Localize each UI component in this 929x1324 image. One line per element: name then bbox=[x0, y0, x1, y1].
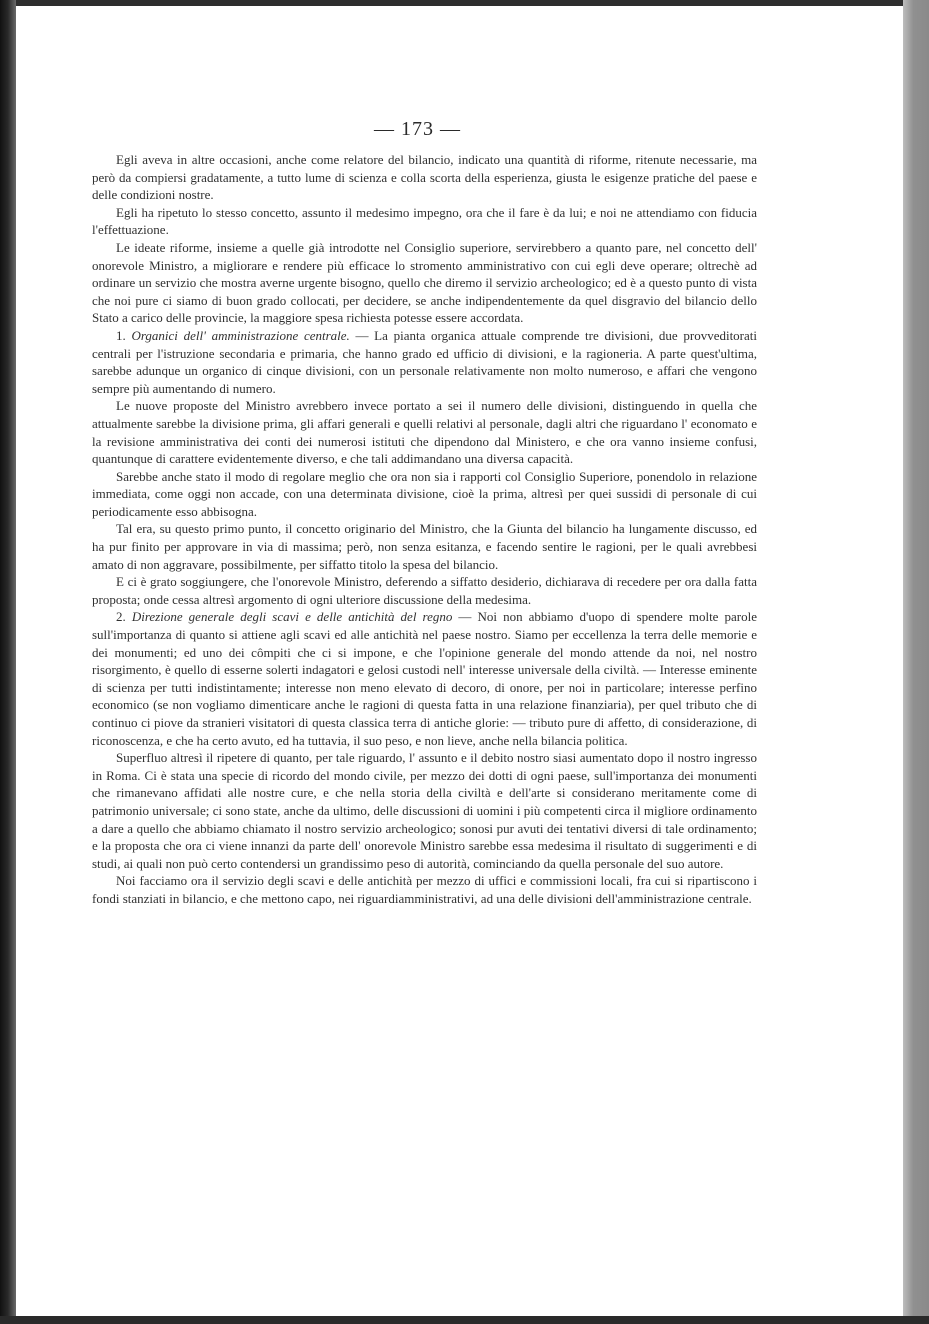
scan-edge-left bbox=[0, 0, 16, 1324]
paragraph-text: — Noi non abbiamo d'uopo di spendere molte parole sull'importanza di quanto si attiene agli scavi ed alle antichità nel paese nostro. Siamo per eccellenza la terra delle memorie e dei monumenti; ed uno dei cômpiti che ci si impone, e che l'opinione generale del mondo attende da noi, nel nostro risorgimento, è quello di esserne solerti indagatori e gelosi custodi nell' interesse universale della civiltà. — Interesse eminente di scienza per tutti indistintamente; interesse non meno elevato di decoro, di onore, per noi in particolare; interesse perfino economico (se non vogliamo dimenticare anche le ragioni di questa fatta in una relazione finanziaria), per quel tributo che di continuo ci piove da stranieri visitatori di questa classica terra di antiche glorie: — tributo pure di affetto, di considerazione, di riconoscenza, e che ha certo avuto, ed ha tuttavia, il suo peso, e non lieve, anche nella bilancia politica. bbox=[92, 609, 758, 748]
paragraph: Egli ha ripetuto lo stesso concetto, assunto il medesimo impegno, ora che il fare è da lui; e noi ne attendiamo con fiducia l'effettuazione. bbox=[92, 204, 757, 238]
paragraph: Le ideate riforme, insieme a quelle già introdotte nel Consiglio superiore, servirebbero a quanto pare, nel concetto dell' onorevole Ministro, a migliorare e rendere più efficace lo stromento amministrativo con cui egli deve operare; oltrechè ad ordinare un servizio che mostra averne urgente bisogno, quello che diremo il servizio archeologico; ed è a questo punto di vista che noi pure ci siamo di buon grado collocati, per decidere, se anche indipendentemente da quel disgravio del bilancio dello Stato a carico delle provincie, la maggiore spesa richiesta potesse essere accordata. bbox=[92, 239, 757, 326]
paragraph: Egli aveva in altre occasioni, anche come relatore del bilancio, indicato una quantità di riforme, ritenute necessarie, ma però da compiersi gradatamente, a tutto lume di scienza e colla scorta della esperienza, giusta le esigenze pratiche del paese e delle condizioni nostre. bbox=[92, 152, 757, 203]
section-heading: Direzione generale degli scavi e delle antichità del regno bbox=[131, 609, 453, 625]
paragraph bbox=[92, 327, 757, 397]
paragraph bbox=[92, 608, 757, 749]
scan-edge-right bbox=[903, 0, 929, 1324]
section-number: 1. bbox=[116, 327, 132, 343]
body-text bbox=[92, 151, 757, 908]
paragraph: Tal era, su questo primo punto, il concetto originario del Ministro, che la Giunta del bilancio ha lungamente discusso, ed ha pur finito per approvare in via di massima; però, non senza esitanza, e facendo sentire le ragioni, per le quali avrebbesi amato di non aggravare, possibilmente, per siffatto titolo la spesa del bilancio. bbox=[92, 521, 757, 572]
paragraph: Noi facciamo ora il servizio degli scavi e delle antichità per mezzo di uffici e commissioni locali, fra cui si ripartiscono i fondi stanziati in bilancio, e che mettono capo, nei riguardiamministrativi, ad una delle divisioni dell'amministrazione centrale. bbox=[92, 873, 757, 906]
paragraph: Le nuove proposte del Ministro avrebbero invece portato a sei il numero delle divisioni, distinguendo in quella che attualmente sarebbe la divisione prima, gli affari generali e quelli relativi al personale, dagli altri che riguardano l' economato e la revisione amministrativa dei conti dei numerosi istituti che dipendono dal Ministero, e che ora vanno insieme confusi, quantunque di carattere evidentemente diverso, e che tali addimandano una diversa capacità. bbox=[92, 398, 757, 467]
section-number: 2. bbox=[116, 609, 132, 625]
paragraph: Superfluo altresì il ripetere di quanto, per tale riguardo, l' assunto e il debito nostro siasi aumentato dopo il nostro ingresso in Roma. Ci è stata una specie di ricordo del mondo civile, per mezzo dei dotti di ogni paese, sull'importanza dei monumenti che rimanevano affidati alle nostre cure, e che nella storia della civiltà e dell'arte si considerano meritamente come di patrimonio universale; ci sono state, anche da ultimo, delle discussioni di uomini i più competenti circa il migliore ordinamento a dare a quello che abbiamo chiamato il nostro servizio archeologico; sonosi pur avuti dei tentativi diversi di tale ordinamento; e la proposta che ora ci viene innanzi da parte dell' onorevole Ministro sarebbe essa medesima il risultato di suggerimenti e di studi, ai quali non può certo contendersi un grandissimo peso di autorità, cominciando da quella personale del suo autore. bbox=[92, 750, 757, 871]
paragraph: Sarebbe anche stato il modo di regolare meglio che ora non sia i rapporti col Consiglio Superiore, ponendolo in relazione immediata, come oggi non accade, con una determinata divisione, cioè la prima, altresì per quei sussidi di personale di cui periodicamente esso abbisogna. bbox=[92, 468, 757, 519]
paragraph-text: — La pianta organica attuale comprende tre divisioni, due provveditorati centrali per l'istruzione secondaria e primaria, che hanno grado ed ufficio di divisioni, e la ragioneria. A parte quest'ultima, sarebbe adunque un organico di cinque divisioni, con un personale relativamente non molto numeroso, e affari che vengono sempre più aumentando di numero. bbox=[92, 327, 758, 396]
scan-edge-bottom bbox=[0, 1316, 929, 1324]
scan-edge-top bbox=[0, 0, 929, 6]
section-heading: Organici dell' amministrazione centrale. bbox=[131, 327, 350, 343]
paragraph: E ci è grato soggiungere, che l'onorevole Ministro, deferendo a siffatto desiderio, dichiarava di recedere per ora dalla fatta proposta; onde cessa altresì argomento di ogni ulteriore discussione della medesima. bbox=[92, 574, 757, 607]
page-number: — 173 — bbox=[374, 118, 461, 140]
